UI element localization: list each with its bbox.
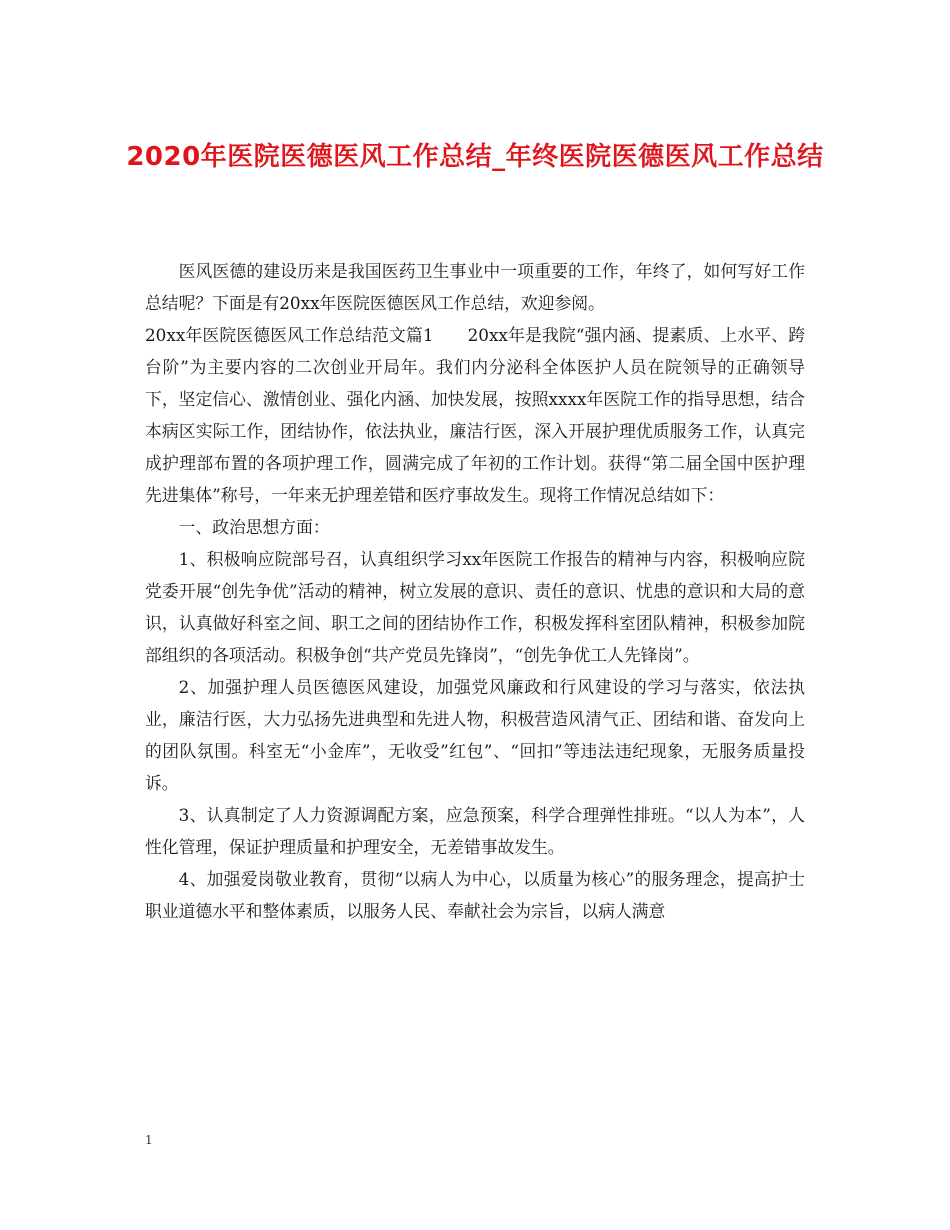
document-title: 2020年医院医德医风工作总结_年终医院医德医风工作总结 (126, 142, 824, 172)
page-number: 1 (145, 1133, 153, 1147)
list-item-1: 1、积极响应院部号召，认真组织学习xx年医院工作报告的精神与内容，积极响应院党委开展“创先争优”活动的精神，树立发展的意识、责任的意识、忧患的意识和大局的意识，认真做好科室之间、职工之间的团结协作工作，积极发挥科室团队精神，积极参加院部组织的各项活动。积极争创“共产党员先锋岗”，“创先争优工人先锋岗”。 (145, 549, 805, 665)
intro-paragraph: 医风医德的建设历来是我国医药卫生事业中一项重要的工作，年终了，如何写好工作总结呢？下面是有20xx年医院医德医风工作总结，欢迎参阅。 (145, 261, 805, 313)
first-article-paragraph (145, 319, 805, 511)
list-item-4: 4、加强爱岗敬业教育，贯彻“以病人为中心，以质量为核心”的服务理念，提高护士职业道德水平和整体素质，以服务人民、奉献社会为宗旨，以病人满意 (145, 869, 805, 921)
section-heading-politics: 一、政治思想方面： (178, 517, 330, 537)
list-item-3: 3、认真制定了人力资源调配方案，应急预案，科学合理弹性排班。“以人为本”，人性化管理，保证护理质量和护理安全，无差错事故发生。 (145, 805, 805, 857)
article-heading: 20xx年医院医德医风工作总结范文篇1 (145, 325, 434, 345)
document-body (145, 255, 805, 927)
article-opening-text: 20xx年是我院“强内涵、提素质、上水平、跨台阶”为主要内容的二次创业开局年。我们内分泌科全体医护人员在院领导的正确领导下，坚定信心、激情创业、强化内涵、加快发展，按照xxxx年医院工作的指导思想，结合本病区实际工作，团结协作，依法执业，廉洁行医，深入开展护理优质服务工作，认真完成护理部布置的各项护理工作，圆满完成了年初的工作计划。获得“第二届全国中医护理先进集体”称号，一年来无护理差错和医疗事故发生。现将工作情况总结如下： (145, 325, 805, 505)
list-item-2: 2、加强护理人员医德医风建设，加强党风廉政和行风建设的学习与落实，依法执业，廉洁行医，大力弘扬先进典型和先进人物，积极营造风清气正、团结和谐、奋发向上的团队氛围。科室无“小金库”，无收受”红包”、“回扣”等违法违纪现象，无服务质量投诉。 (145, 677, 805, 793)
